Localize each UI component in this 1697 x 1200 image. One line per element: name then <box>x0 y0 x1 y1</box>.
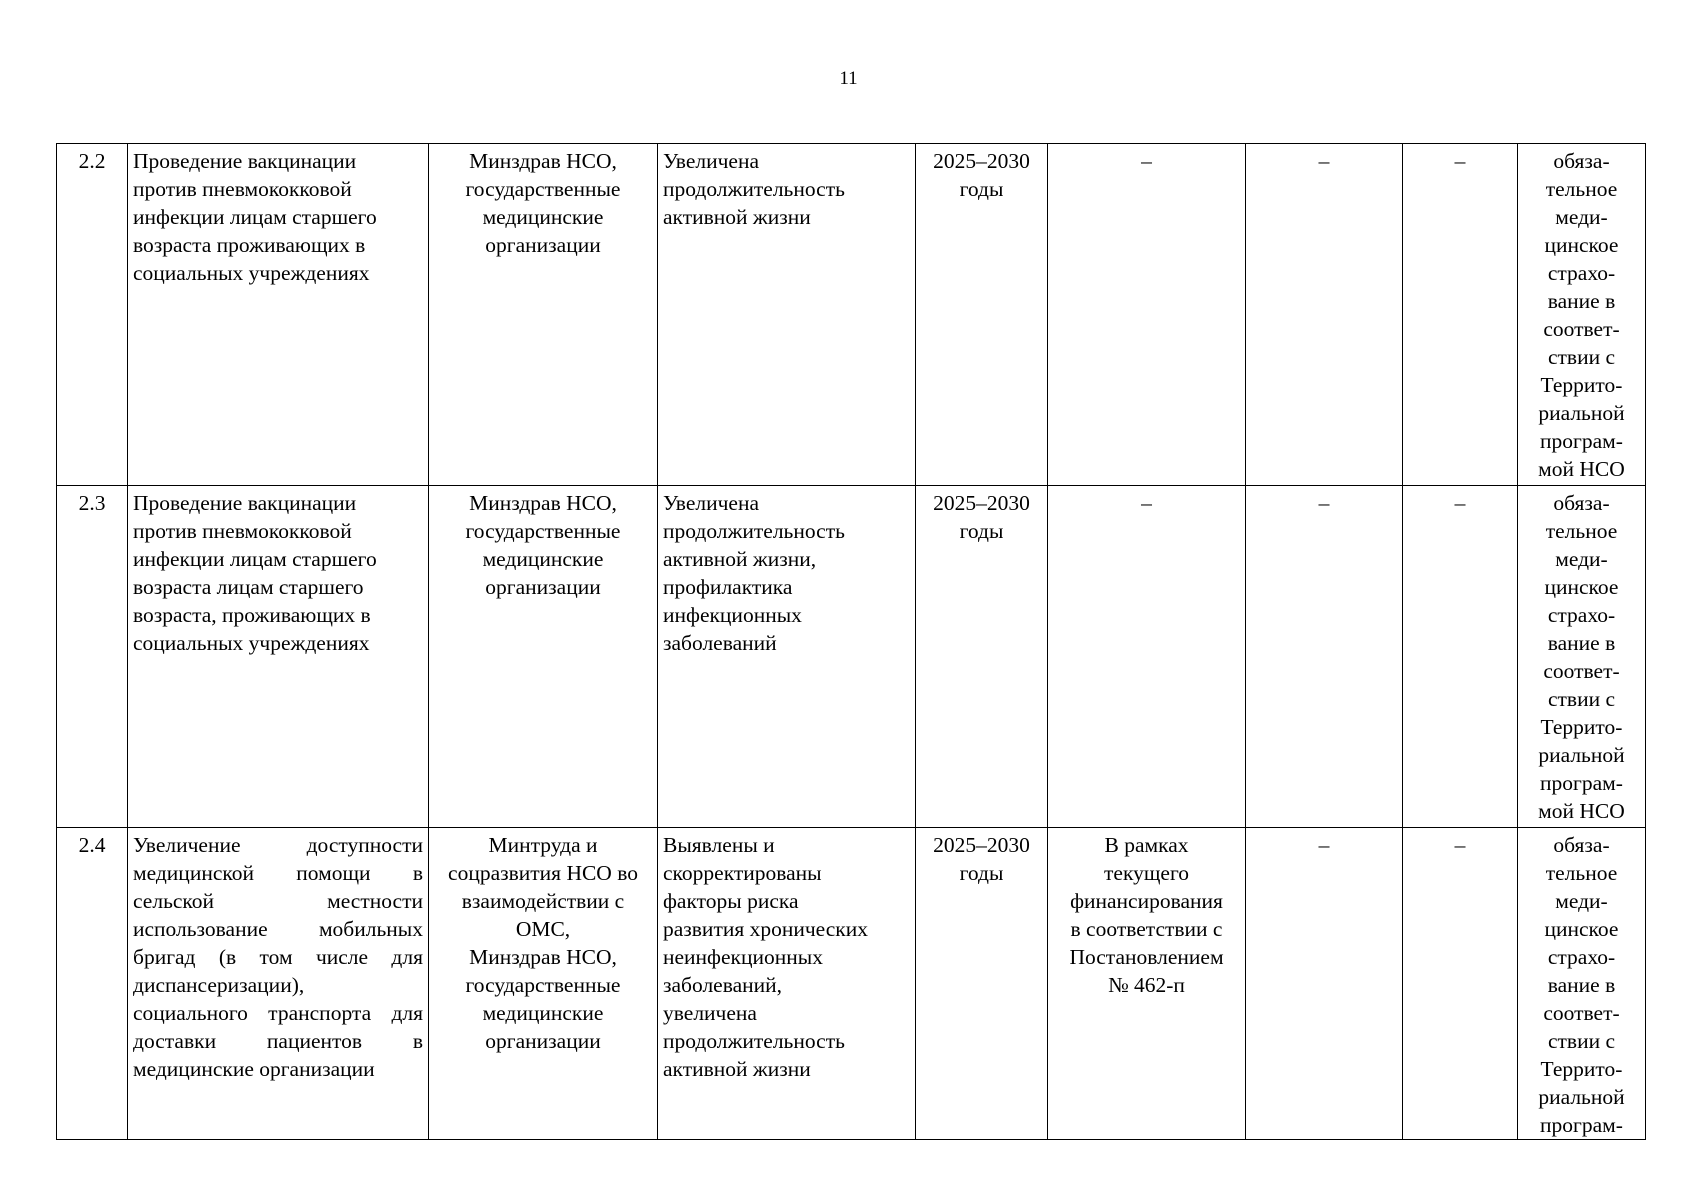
text-line: государственные <box>465 973 621 997</box>
text-line: против пневмококковой <box>133 177 352 201</box>
table-row <box>57 144 1646 486</box>
text-line: мой НСО <box>1538 799 1625 823</box>
text-line: активной жизни <box>663 205 811 229</box>
text-line: возраста лицам старшего <box>133 575 364 599</box>
text-line: Террито- <box>1540 1057 1623 1081</box>
text-line: соцразвития НСО во <box>448 861 638 885</box>
text-line: развития хронических <box>663 917 869 941</box>
text-line: тельное <box>1545 177 1618 201</box>
funding-source-cell <box>1518 828 1646 1140</box>
measures-table <box>56 143 1646 1140</box>
text-line: организации <box>485 233 601 257</box>
text-line: соответ- <box>1543 317 1620 341</box>
text-line: государственные <box>465 519 621 543</box>
row-number-cell: 2.4 <box>57 828 128 1140</box>
text-line: продолжительность <box>663 519 845 543</box>
table-row <box>57 828 1646 1140</box>
text-line: цинское <box>1544 917 1619 941</box>
period-cell <box>916 144 1048 486</box>
text-line: профилактика <box>663 575 793 599</box>
text-line: риальной <box>1538 743 1625 767</box>
text-line: Проведение вакцинации <box>133 149 357 173</box>
text-line: вание в <box>1547 631 1616 655</box>
page-number: 11 <box>839 68 858 89</box>
text-line: меди- <box>1555 547 1608 571</box>
text-line: медицинские <box>482 205 604 229</box>
text-line: меди- <box>1555 889 1608 913</box>
financing-cell <box>1048 144 1246 486</box>
text-line: Террито- <box>1540 715 1623 739</box>
responsible-cell <box>429 828 658 1140</box>
text-line: риальной <box>1538 1085 1625 1109</box>
text-line: финансирования <box>1070 889 1223 913</box>
text-line: годы <box>959 861 1004 885</box>
text-line: продолжительность <box>663 1029 845 1053</box>
text-line: Увеличена <box>663 149 760 173</box>
text-line: Минтруда и <box>488 833 598 857</box>
text-line: взаимодействии с <box>461 889 625 913</box>
text-line: организации <box>485 575 601 599</box>
text-line: Проведение вакцинации <box>133 491 357 515</box>
text-line: скорректированы <box>663 861 822 885</box>
text-line: социальных учреждениях <box>133 631 370 655</box>
result-cell <box>658 486 916 828</box>
text-line: страхо- <box>1547 261 1616 285</box>
text-line: цинское <box>1544 575 1619 599</box>
text-line: организации <box>485 1029 601 1053</box>
text-line: против пневмококковой <box>133 519 352 543</box>
financing-cell <box>1048 486 1246 828</box>
measure-name-cell: Увеличение доступности медицинской помощи в сельской местности использование мобильных бригад (в том числе для диспансеризации), социального транспорта для доставки пациентов в медицинские организации <box>128 828 429 1140</box>
text-line: факторы риска <box>663 889 799 913</box>
text-line: вание в <box>1547 289 1616 313</box>
responsible-cell <box>429 486 658 828</box>
financing-cell <box>1048 828 1246 1140</box>
text-line: вание в <box>1547 973 1616 997</box>
dash-cell: – <box>1246 828 1403 1140</box>
text-line: Выявлены и <box>663 833 775 857</box>
text-line: продолжительность <box>663 177 845 201</box>
text-line: медицинские <box>482 547 604 571</box>
text-line: активной жизни, <box>663 547 817 571</box>
result-cell <box>658 828 916 1140</box>
text-line: обяза- <box>1553 491 1610 515</box>
text-line: государственные <box>465 177 621 201</box>
text-line: годы <box>959 177 1004 201</box>
text-line: текущего <box>1104 861 1189 885</box>
text-line: ствии с <box>1547 345 1616 369</box>
dash-cell: – <box>1246 486 1403 828</box>
text-line: Террито- <box>1540 373 1623 397</box>
measure-name-cell <box>128 144 429 486</box>
text-line: обяза- <box>1553 149 1610 173</box>
text-line: Минздрав НСО, <box>469 149 617 173</box>
text-line: активной жизни <box>663 1057 811 1081</box>
text-line: № 462-п <box>1108 973 1185 997</box>
text-line: годы <box>959 519 1004 543</box>
text-line: 2025–2030 <box>933 491 1030 515</box>
text-line: Увеличена <box>663 491 760 515</box>
text-line: мой НСО <box>1538 457 1625 481</box>
dash-cell: – <box>1403 144 1518 486</box>
text-line: медицинские <box>482 1001 604 1025</box>
text-line: возраста проживающих в <box>133 233 366 257</box>
text-line: 2025–2030 <box>933 833 1030 857</box>
text-line: Минздрав НСО, <box>469 945 617 969</box>
period-cell <box>916 486 1048 828</box>
row-number-cell: 2.3 <box>57 486 128 828</box>
text-line: ОМС, <box>515 917 571 941</box>
text-line: в соответствии с <box>1070 917 1223 941</box>
text-line: обяза- <box>1553 833 1610 857</box>
row-number-cell: 2.2 <box>57 144 128 486</box>
text-line: ствии с <box>1547 1029 1616 1053</box>
text-line: инфекции лицам старшего <box>133 547 377 571</box>
text-line: В рамках <box>1104 833 1189 857</box>
funding-source-cell <box>1518 144 1646 486</box>
text-line: 2025–2030 <box>933 149 1030 173</box>
text-line: страхо- <box>1547 945 1616 969</box>
text-line: заболеваний <box>663 631 777 655</box>
dash-cell: – <box>1246 144 1403 486</box>
text-line: Минздрав НСО, <box>469 491 617 515</box>
text-line: инфекции лицам старшего <box>133 205 377 229</box>
text-line: цинское <box>1544 233 1619 257</box>
text-line: инфекционных <box>663 603 802 627</box>
result-cell <box>658 144 916 486</box>
text-line: програм- <box>1540 1113 1623 1137</box>
text-line: неинфекционных <box>663 945 823 969</box>
text-line: ствии с <box>1547 687 1616 711</box>
text-line: меди- <box>1555 205 1608 229</box>
text-line: заболеваний, <box>663 973 783 997</box>
table-row <box>57 486 1646 828</box>
text-line: страхо- <box>1547 603 1616 627</box>
text-line: програм- <box>1540 771 1623 795</box>
measure-name-cell <box>128 486 429 828</box>
text-line: – <box>1141 491 1152 515</box>
text-line: возраста, проживающих в <box>133 603 371 627</box>
text-line: Постановлением <box>1069 945 1224 969</box>
text-line: риальной <box>1538 401 1625 425</box>
text-line: – <box>1141 149 1152 173</box>
responsible-cell <box>429 144 658 486</box>
text-line: соответ- <box>1543 1001 1620 1025</box>
funding-source-cell <box>1518 486 1646 828</box>
text-line: тельное <box>1545 519 1618 543</box>
text-line: програм- <box>1540 429 1623 453</box>
text-line: соответ- <box>1543 659 1620 683</box>
text-line: социальных учреждениях <box>133 261 370 285</box>
period-cell <box>916 828 1048 1140</box>
dash-cell: – <box>1403 486 1518 828</box>
text-line: увеличена <box>663 1001 757 1025</box>
dash-cell: – <box>1403 828 1518 1140</box>
text-line: тельное <box>1545 861 1618 885</box>
